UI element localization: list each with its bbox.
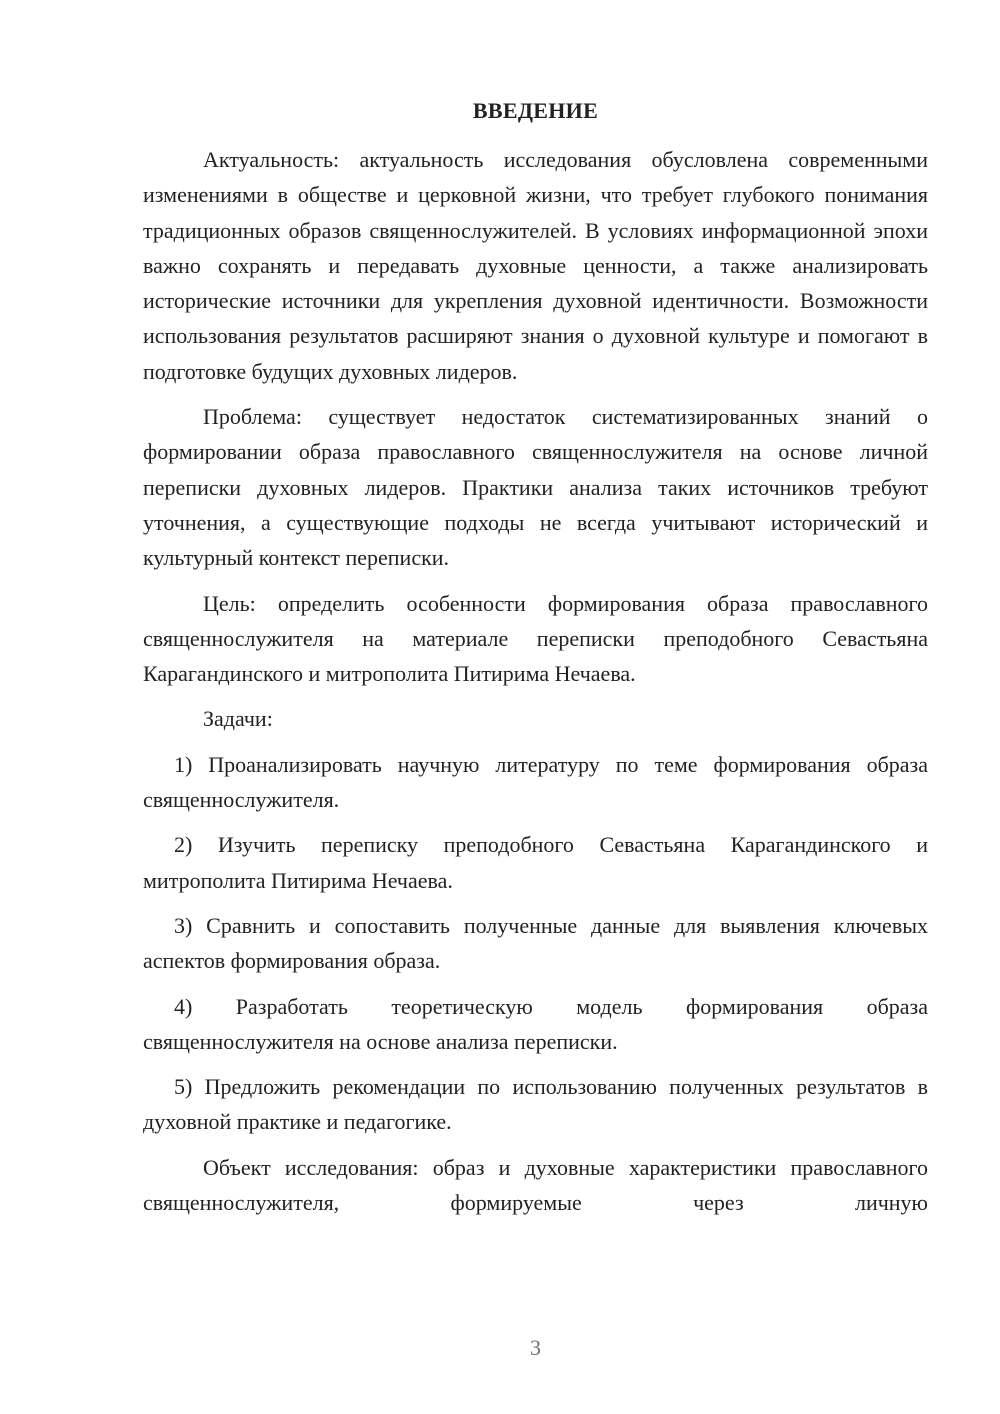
tasks-heading: Задачи: — [203, 706, 273, 732]
section-title: ВВЕДЕНИЕ — [472, 98, 599, 123]
task-item-4: 4) Разработать теоретическую модель формирования образа священнослужителя на основе анализа переписки. — [143, 993, 928, 1054]
task-item-2: 2) Изучить переписку преподобного Севастьяна Карагандинского и митрополита Питирима Нечаева. — [143, 832, 928, 893]
body-text — [143, 142, 928, 1230]
task-item-3: 3) Сравнить и сопоставить полученные данные для выявления ключевых аспектов формирования образа. — [143, 912, 928, 974]
paragraph-goal: Цель: определить особенности формирования образа православного священнослужителя на материале переписки преподобного Севастьяна Карагандинского и митрополита Питирима Нечаева. — [143, 590, 928, 687]
paragraph-object: Объект исследования: образ и духовные характеристики православного священнослужителя, формируемые через личную — [143, 1154, 928, 1216]
page-number: 3 — [530, 1335, 541, 1360]
task-item-1: 1) Проанализировать научную литературу по теме формирования образа священнослужителя. — [143, 751, 928, 813]
task-item-5: 5) Предложить рекомендации по использованию полученных результатов в духовной практике и педагогике. — [143, 1074, 928, 1135]
paragraph-relevance: Актуальность: актуальность исследования обусловлена современными изменениями в обществе и церковной жизни, что требует глубокого понимания традиционных образов священнослужителей. В условиях информационной эпохи важно сохранять и передавать духовные ценности, а также анализировать исторические источники для укрепления духовной идентичности. Возможности использования результатов расширяют знания о духовной культуре и помогают в подготовке будущих духовных лидеров. — [143, 147, 928, 384]
document-page — [143, 0, 928, 1414]
paragraph-problem: Проблема: существует недостаток систематизированных знаний о формировании образа православного священнослужителя на основе личной переписки духовных лидеров. Практики анализа таких источников требуют уточнения, а существующие подходы не всегда учитывают исторический и культурный контекст переписки. — [143, 404, 928, 571]
